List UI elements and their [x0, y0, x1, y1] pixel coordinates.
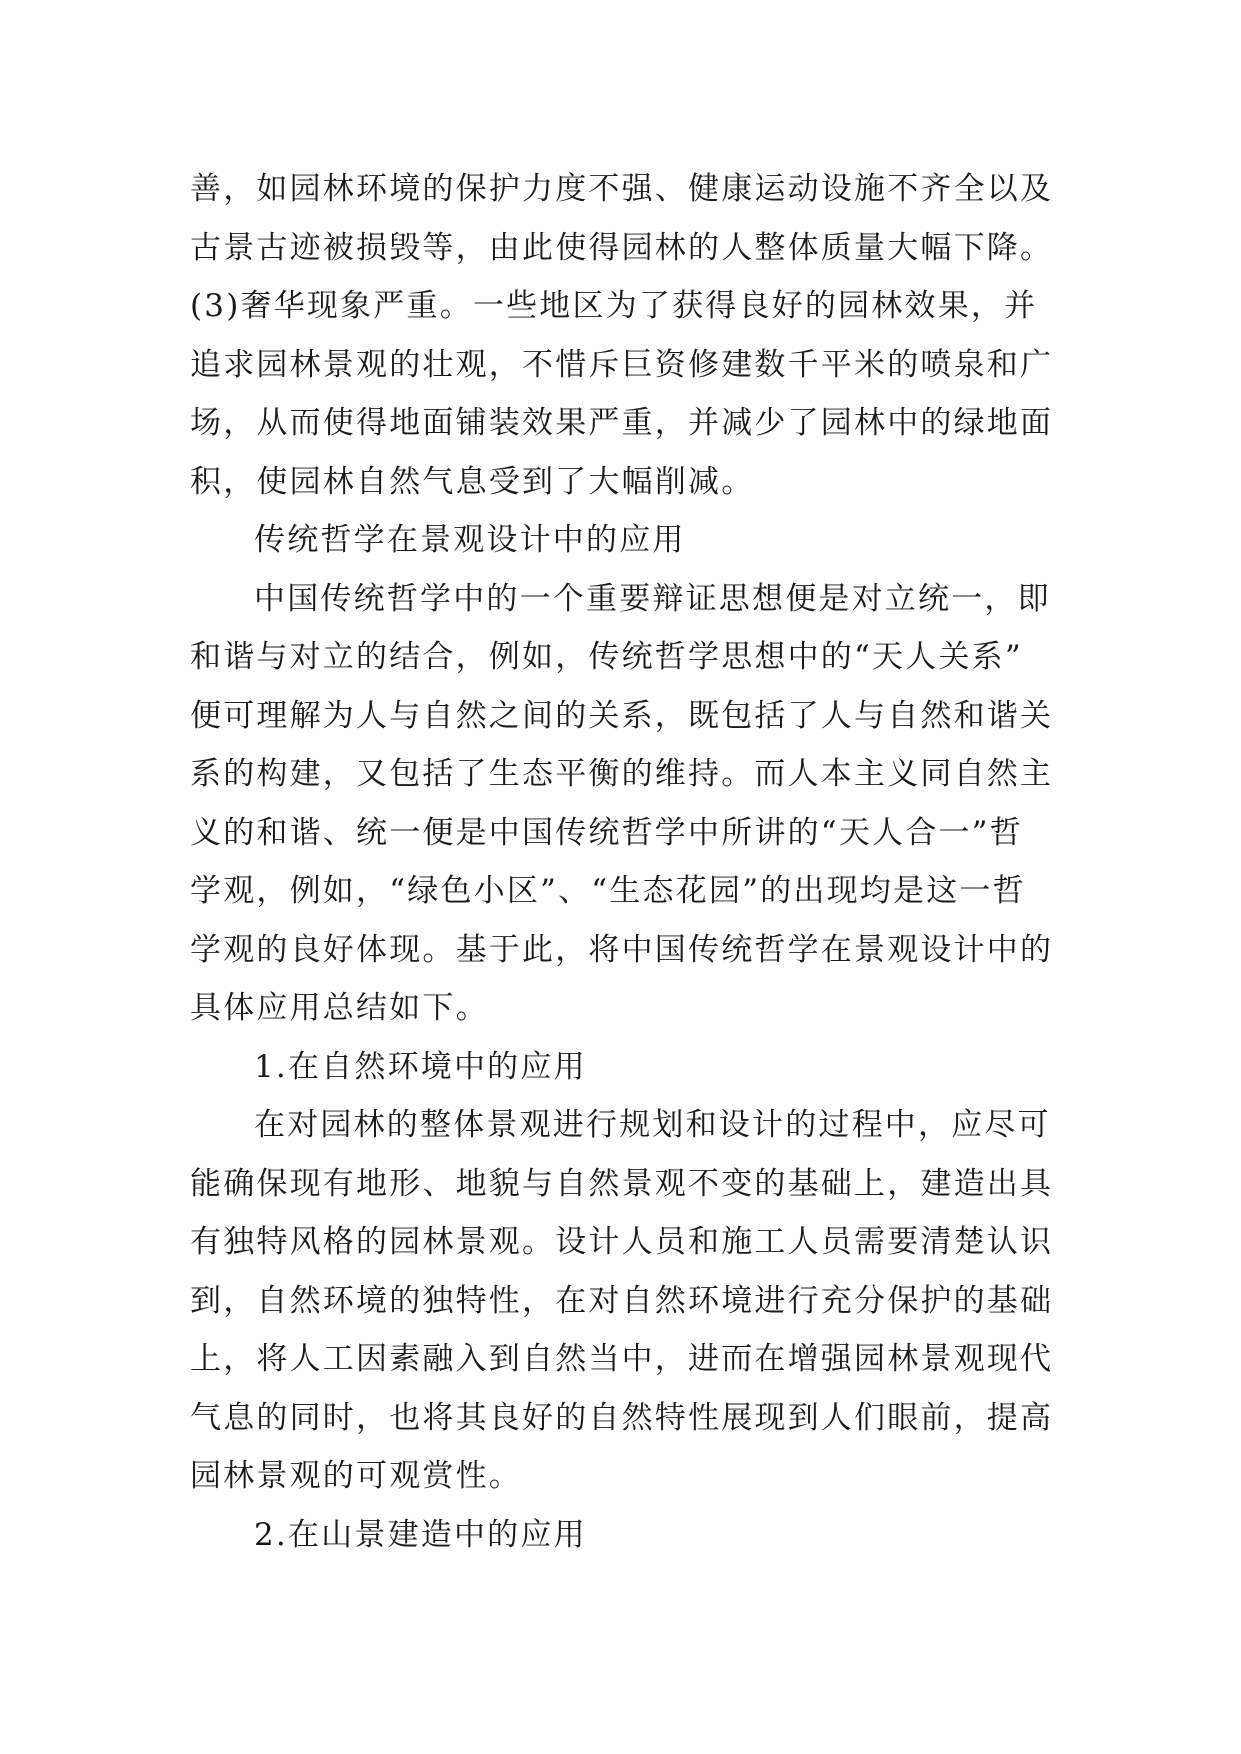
text-line: 学观，例如，“绿色小区”、“生态花园”的出现均是这一哲 [190, 873, 1026, 909]
subsection-heading: 1.在自然环境中的应用 [254, 1048, 587, 1085]
text-line: 园林景观的可观赏性。 [190, 1458, 522, 1494]
text-line: 上，将人工因素融入到自然当中，进而在增强园林景观现代 [190, 1341, 1054, 1377]
text-line: 义的和谐、统一便是中国传统哲学中所讲的“天人合一”哲 [190, 814, 1023, 851]
text-line: 积，使园林自然气息受到了大幅削减。 [190, 463, 755, 500]
text-line: 古景古迹被损毁等，由此使得园林的人整体质量大幅下降。 [190, 229, 1054, 266]
text-line: 气息的同时，也将其良好的自然特性展现到人们眼前，提高 [190, 1399, 1054, 1436]
paragraph-start-line: 中国传统哲学中的一个重要辩证思想便是对立统一，即 [254, 580, 1051, 617]
text-line: 追求园林景观的壮观，不惜斥巨资修建数千平米的喷泉和广 [190, 346, 1054, 383]
text-line: 到，自然环境的独特性，在对自然环境进行充分保护的基础 [190, 1282, 1054, 1319]
text-line: 有独特风格的园林景观。设计人员和施工人员需要清楚认识 [190, 1224, 1054, 1260]
subsection-heading: 2.在山景建造中的应用 [254, 1516, 587, 1553]
text-line: 学观的良好体现。基于此，将中国传统哲学在景观设计中的 [190, 931, 1054, 968]
section-heading: 传统哲学在景观设计中的应用 [254, 522, 686, 558]
text-line: 便可理解为人与自然之间的关系，既包括了人与自然和谐关 [190, 697, 1054, 734]
text-line: 场，从而使得地面铺装效果严重，并减少了园林中的绿地面 [190, 405, 1054, 441]
text-line: 能确保现有地形、地貌与自然景观不变的基础上，建造出具 [190, 1165, 1054, 1202]
text-line: 善，如园林环境的保护力度不强、健康运动设施不齐全以及 [190, 171, 1054, 207]
text-line: (3)奢华现象严重。一些地区为了获得良好的园林效果，并 [190, 288, 1038, 324]
text-line: 具体应用总结如下。 [190, 990, 489, 1026]
document-page [190, 160, 1070, 1564]
text-line: 和谐与对立的结合，例如，传统哲学思想中的“天人关系” [190, 639, 1023, 675]
paragraph-start-line: 在对园林的整体景观进行规划和设计的过程中，应尽可 [254, 1107, 1051, 1143]
text-line: 系的构建，又包括了生态平衡的维持。而人本主义同自然主 [190, 756, 1054, 792]
